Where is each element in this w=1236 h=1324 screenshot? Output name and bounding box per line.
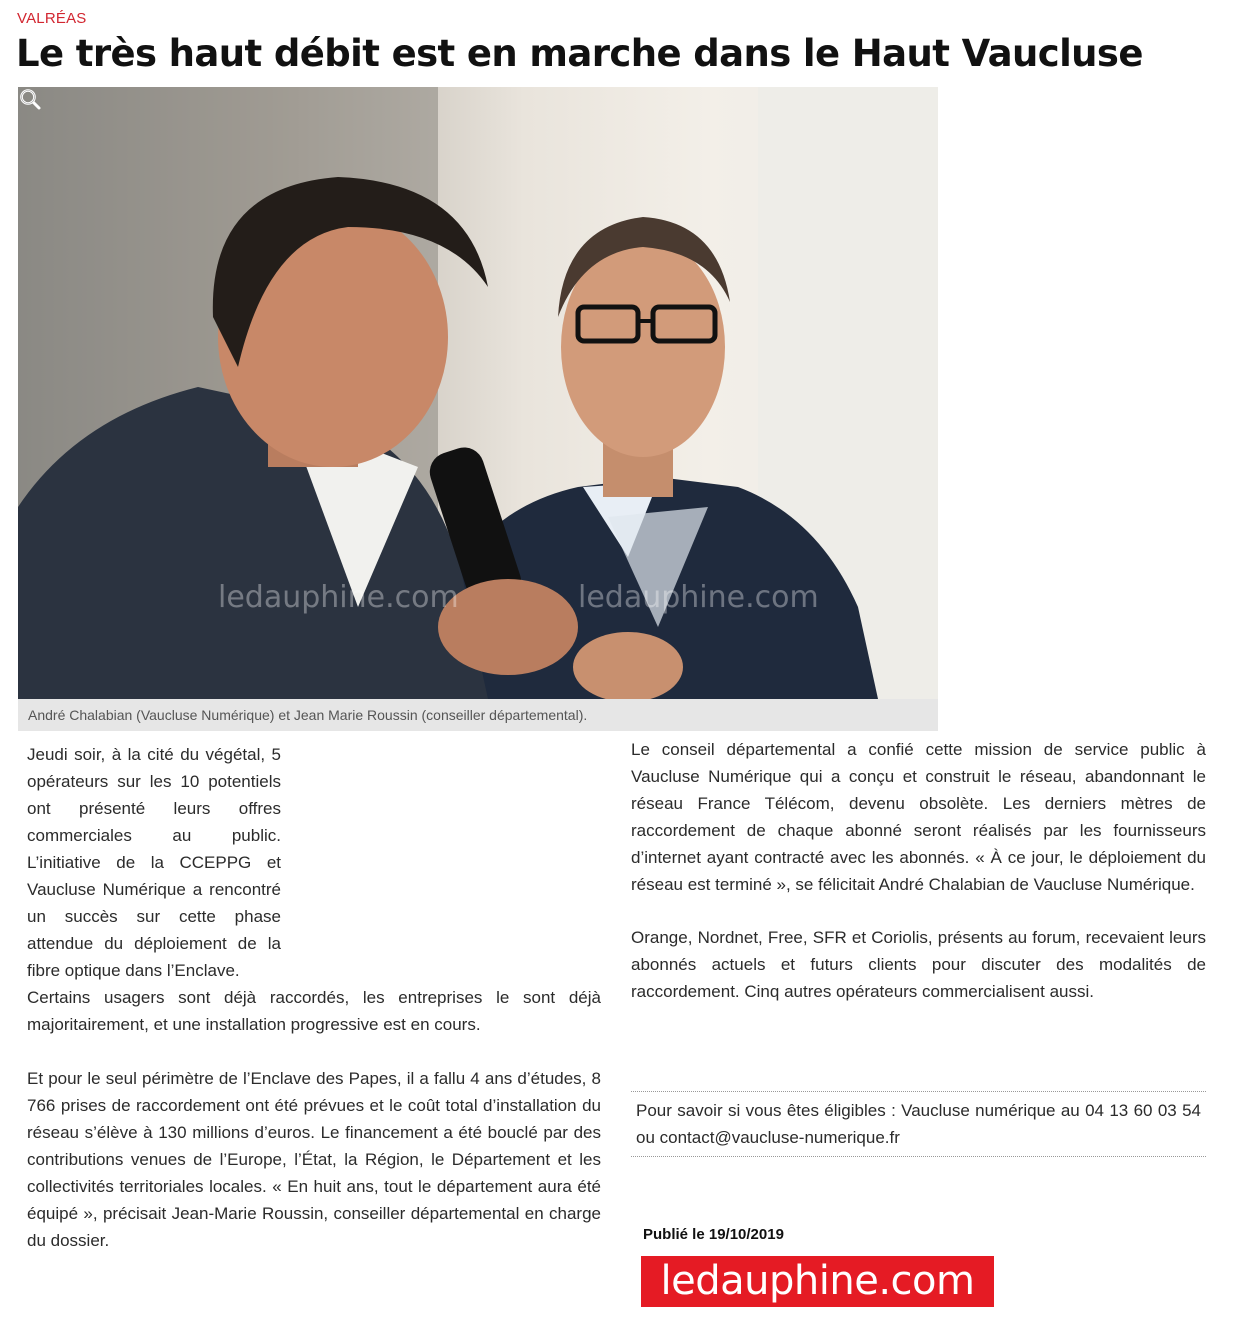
paragraph-funding: Et pour le seul périmètre de l’Enclave des Papes, il a fallu 4 ans d’études, 8 766 prises de raccordement ont été prévues et le coût total d’installation du réseau s’élève à 130 millions d’euros. Le financement a été bouclé par des contributions venues de l’Europe, l’État, la Région, le Département et les collectivités territoriales locales. « En huit ans, tout le département aura été équipé », précisait Jean-Marie Roussin, conseiller départemental en charge du dossier. <box>27 1069 601 1250</box>
info-box-text[interactable]: Pour savoir si vous êtes éligibles : Vaucluse numérique au 04 13 60 03 54 ou contact@vaucluse-numerique.fr <box>636 1101 1201 1147</box>
publication-date: Publié le 19/10/2019 <box>643 1226 784 1243</box>
section-kicker[interactable]: VALRÉAS <box>17 10 87 27</box>
article-photo[interactable] <box>18 87 938 699</box>
photo-watermark-right: ledauphine.com <box>578 580 819 615</box>
photo-caption: André Chalabian (Vaucluse Numérique) et Jean Marie Roussin (conseiller départemental). <box>18 699 938 731</box>
left-column <box>27 741 601 1254</box>
right-column <box>631 736 1206 1005</box>
ledauphine-logo[interactable]: ledauphine.com <box>641 1256 994 1307</box>
info-box-divider-bottom <box>631 1156 1206 1157</box>
photo-illustration <box>18 87 938 699</box>
photo-watermark-left: ledauphine.com <box>218 580 459 615</box>
paragraph-operators: Orange, Nordnet, Free, SFR et Coriolis, présents au forum, recevaient leurs abonnés actuels et futurs clients pour discuter des modalités de raccordement. Cinq autres opérateurs commercialisent aussi. <box>631 928 1206 1001</box>
paragraph-intro: Jeudi soir, à la cité du végétal, 5 opérateurs sur les 10 potentiels ont présenté leurs offres commerciales au public. L’initiative de la CCEPPG et Vaucluse Numérique a rencontré un succès sur cette phase attendue du déploiement de la fibre optique dans l’Enclave. <box>27 745 281 980</box>
info-box-divider-top <box>631 1091 1206 1092</box>
article-title: Le très haut débit est en marche dans le Haut Vaucluse <box>16 32 1143 75</box>
paragraph-mission: Le conseil départemental a confié cette mission de service public à Vaucluse Numérique qui a conçu et construit le réseau, abandonnant le réseau France Télécom, devenu obsolète. Les derniers mètres de raccordement de chaque abonné seront réalisés par les fournisseurs d’internet ayant contracté avec les abonnés. « À ce jour, le déploiement du réseau est terminé », se félicitait André Chalabian de Vaucluse Numérique. <box>631 740 1206 894</box>
paragraph-intro-continued: Certains usagers sont déjà raccordés, les entreprises le sont déjà majoritairement, et une installation progressive est en cours. <box>27 988 601 1034</box>
zoom-icon[interactable] <box>18 87 42 111</box>
